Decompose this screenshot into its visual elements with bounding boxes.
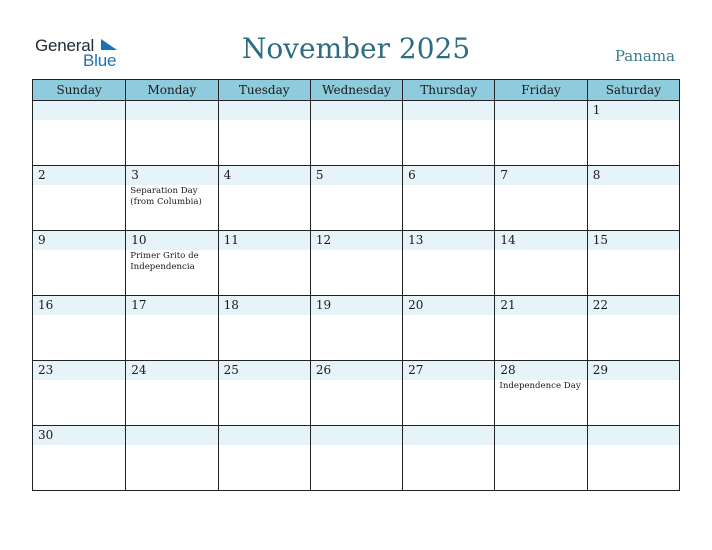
weekday-thursday: Thursday bbox=[402, 80, 494, 101]
day-cell bbox=[218, 166, 310, 230]
day-number: 3 bbox=[131, 168, 139, 182]
day-cell bbox=[125, 166, 217, 230]
day-number: 30 bbox=[38, 428, 54, 442]
day-number: 23 bbox=[38, 363, 54, 377]
day-cell bbox=[125, 361, 217, 425]
logo-text-blue: Blue bbox=[83, 51, 117, 70]
day-cell bbox=[125, 426, 217, 490]
day-cell bbox=[33, 296, 125, 360]
day-cell bbox=[218, 101, 310, 165]
day-number: 7 bbox=[500, 168, 509, 182]
calendar-title: November 2025 bbox=[241, 32, 471, 65]
day-cell bbox=[310, 166, 402, 230]
day-cell bbox=[587, 101, 679, 165]
day-cell bbox=[494, 426, 586, 490]
day-number: 28 bbox=[500, 363, 516, 377]
week-row bbox=[32, 166, 680, 231]
day-cell bbox=[494, 166, 586, 230]
day-number: 25 bbox=[223, 363, 239, 377]
day-number: 12 bbox=[315, 233, 332, 247]
day-cell-band bbox=[219, 426, 310, 445]
weekday-friday: Friday bbox=[494, 80, 586, 101]
day-cell-band bbox=[219, 101, 310, 120]
day-number: 6 bbox=[408, 168, 416, 182]
weekday-sunday: Sunday bbox=[56, 83, 102, 97]
day-cell bbox=[310, 101, 402, 165]
day-cell-band bbox=[588, 426, 679, 445]
day-number: 18 bbox=[223, 298, 239, 312]
day-number: 9 bbox=[38, 233, 46, 247]
day-number: 29 bbox=[592, 363, 608, 377]
day-number: 22 bbox=[592, 298, 608, 312]
day-cell-band bbox=[311, 166, 402, 185]
holiday-label: Independence Day bbox=[499, 381, 581, 391]
day-cell bbox=[33, 231, 125, 295]
day-cell-band bbox=[403, 426, 494, 445]
day-cell bbox=[310, 231, 402, 295]
weekday-monday: Monday bbox=[125, 80, 217, 101]
day-cell bbox=[587, 361, 679, 425]
day-number: 17 bbox=[131, 298, 147, 312]
day-cell-band bbox=[495, 101, 586, 120]
day-cell-band bbox=[33, 101, 125, 120]
holiday-label: Primer Grito de Independencia bbox=[130, 251, 199, 272]
day-cell bbox=[402, 361, 494, 425]
day-number: 10 bbox=[131, 233, 147, 247]
day-number: 16 bbox=[38, 298, 54, 312]
day-number: 26 bbox=[315, 363, 332, 377]
day-number: 5 bbox=[315, 168, 324, 182]
day-cell bbox=[402, 426, 494, 490]
day-number: 11 bbox=[223, 233, 239, 247]
day-cell bbox=[125, 101, 217, 165]
day-number: 27 bbox=[408, 363, 424, 377]
day-cell bbox=[402, 296, 494, 360]
country-label: Panama bbox=[614, 47, 675, 65]
day-cell-band bbox=[588, 101, 679, 120]
day-cell bbox=[33, 166, 125, 230]
day-cell-band bbox=[403, 101, 494, 120]
day-number: 1 bbox=[592, 103, 601, 117]
day-cell bbox=[494, 361, 586, 425]
day-cell-band bbox=[495, 426, 586, 445]
day-number: 2 bbox=[38, 168, 46, 182]
calendar-grid bbox=[32, 79, 680, 491]
day-cell bbox=[33, 361, 125, 425]
day-cell bbox=[402, 231, 494, 295]
day-number: 19 bbox=[315, 298, 332, 312]
day-cell bbox=[310, 296, 402, 360]
day-cell-band bbox=[588, 166, 679, 185]
day-number: 20 bbox=[408, 298, 424, 312]
day-cell bbox=[310, 426, 402, 490]
day-number: 24 bbox=[131, 363, 147, 377]
day-cell-band bbox=[403, 166, 494, 185]
holiday-label: Separation Day (from Columbia) bbox=[130, 186, 202, 207]
day-cell-band bbox=[311, 101, 402, 120]
logo-text-general: General bbox=[35, 36, 95, 55]
day-cell bbox=[310, 361, 402, 425]
day-cell bbox=[402, 101, 494, 165]
day-cell bbox=[218, 296, 310, 360]
day-cell bbox=[218, 426, 310, 490]
day-cell-band bbox=[33, 231, 125, 250]
day-cell bbox=[218, 231, 310, 295]
week-row bbox=[32, 231, 680, 296]
weekday-header-row bbox=[32, 79, 680, 101]
day-number: 15 bbox=[592, 233, 608, 247]
day-cell bbox=[494, 101, 586, 165]
day-cell-band bbox=[495, 166, 586, 185]
day-cell bbox=[125, 296, 217, 360]
day-number: 4 bbox=[223, 168, 232, 182]
day-cell bbox=[494, 231, 586, 295]
day-cell bbox=[587, 296, 679, 360]
weekday-saturday: Saturday bbox=[587, 80, 679, 101]
day-cell-band bbox=[219, 166, 310, 185]
day-cell bbox=[218, 361, 310, 425]
day-cell bbox=[402, 166, 494, 230]
day-number: 21 bbox=[500, 298, 516, 312]
weekday-tuesday: Tuesday bbox=[218, 80, 310, 101]
week-row bbox=[32, 426, 680, 491]
day-cell bbox=[587, 166, 679, 230]
week-row bbox=[32, 101, 680, 166]
weeks-container bbox=[32, 101, 680, 491]
week-row bbox=[32, 296, 680, 361]
day-cell bbox=[33, 426, 125, 490]
weekday-wednesday: Wednesday bbox=[310, 80, 402, 101]
day-cell bbox=[33, 101, 125, 165]
week-row bbox=[32, 361, 680, 426]
day-number: 8 bbox=[592, 168, 601, 182]
day-cell bbox=[587, 231, 679, 295]
day-cell bbox=[125, 231, 217, 295]
day-cell bbox=[494, 296, 586, 360]
day-number: 14 bbox=[500, 233, 516, 247]
day-cell bbox=[587, 426, 679, 490]
day-cell-band bbox=[126, 101, 217, 120]
day-cell-band bbox=[126, 426, 217, 445]
day-cell-band bbox=[33, 166, 125, 185]
day-cell-band bbox=[126, 166, 217, 185]
day-cell-band bbox=[311, 426, 402, 445]
day-number: 13 bbox=[408, 233, 424, 247]
